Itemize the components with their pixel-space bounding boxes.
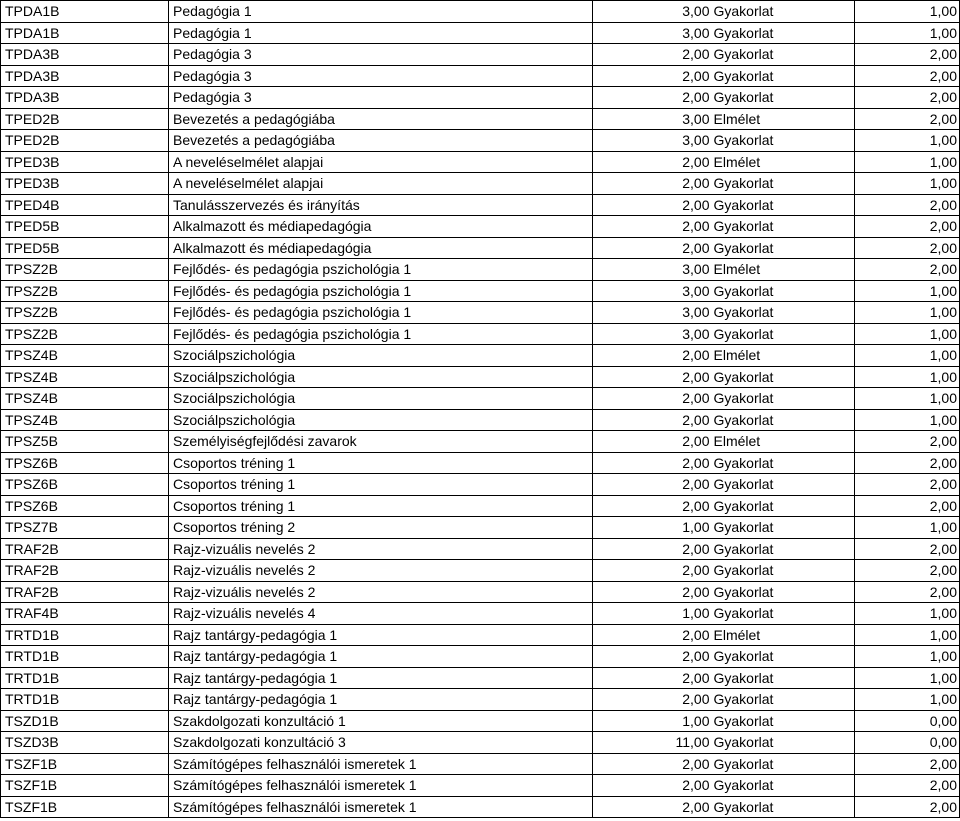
hours-cell: 2,00 — [593, 87, 712, 109]
hours-cell: 2,00 — [593, 65, 712, 87]
table-row — [1, 237, 960, 259]
hours-cell: 2,00 — [593, 495, 712, 517]
class-type-cell: Gyakorlat — [712, 495, 855, 517]
course-code-cell: TPED2B — [1, 108, 169, 130]
hours-cell: 2,00 — [593, 388, 712, 410]
course-code-cell: TPSZ2B — [1, 323, 169, 345]
course-name-cell: Szociálpszichológia — [169, 345, 593, 367]
class-type-cell: Gyakorlat — [712, 775, 855, 797]
credit-cell: 1,00 — [855, 603, 960, 625]
table-row — [1, 667, 960, 689]
credit-cell: 1,00 — [855, 409, 960, 431]
class-type-cell: Gyakorlat — [712, 538, 855, 560]
credit-cell: 2,00 — [855, 237, 960, 259]
class-type-cell: Gyakorlat — [712, 130, 855, 152]
course-name-cell: Rajz-vizuális nevelés 2 — [169, 538, 593, 560]
class-type-cell: Gyakorlat — [712, 603, 855, 625]
course-code-cell: TPED3B — [1, 173, 169, 195]
table-row — [1, 22, 960, 44]
course-name-cell: A neveléselmélet alapjai — [169, 151, 593, 173]
class-type-cell: Elmélet — [712, 151, 855, 173]
class-type-cell: Gyakorlat — [712, 388, 855, 410]
hours-cell: 2,00 — [593, 753, 712, 775]
credit-cell: 1,00 — [855, 22, 960, 44]
table-row — [1, 753, 960, 775]
course-name-cell: Rajz-vizuális nevelés 2 — [169, 581, 593, 603]
course-name-cell: Alkalmazott és médiapedagógia — [169, 237, 593, 259]
course-code-cell: TPSZ6B — [1, 495, 169, 517]
course-code-cell: TRTD1B — [1, 624, 169, 646]
hours-cell: 2,00 — [593, 452, 712, 474]
class-type-cell: Gyakorlat — [712, 452, 855, 474]
table-row — [1, 452, 960, 474]
course-code-cell: TPSZ4B — [1, 345, 169, 367]
class-type-cell: Gyakorlat — [712, 366, 855, 388]
class-type-cell: Gyakorlat — [712, 517, 855, 539]
course-name-cell: Szakdolgozati konzultáció 3 — [169, 732, 593, 754]
credit-cell: 0,00 — [855, 710, 960, 732]
credit-cell: 1,00 — [855, 323, 960, 345]
course-name-cell: Szociálpszichológia — [169, 409, 593, 431]
table-row — [1, 710, 960, 732]
course-name-cell: Bevezetés a pedagógiába — [169, 130, 593, 152]
credit-cell: 1,00 — [855, 345, 960, 367]
hours-cell: 1,00 — [593, 603, 712, 625]
class-type-cell: Gyakorlat — [712, 667, 855, 689]
course-code-cell: TPED3B — [1, 151, 169, 173]
hours-cell: 2,00 — [593, 581, 712, 603]
credit-cell: 2,00 — [855, 44, 960, 66]
table-row — [1, 151, 960, 173]
class-type-cell: Gyakorlat — [712, 646, 855, 668]
table-row — [1, 194, 960, 216]
table-row — [1, 65, 960, 87]
hours-cell: 2,00 — [593, 44, 712, 66]
hours-cell: 2,00 — [593, 366, 712, 388]
credit-cell: 0,00 — [855, 732, 960, 754]
hours-cell: 3,00 — [593, 302, 712, 324]
hours-cell: 2,00 — [593, 624, 712, 646]
hours-cell: 2,00 — [593, 345, 712, 367]
credit-cell: 2,00 — [855, 431, 960, 453]
course-code-cell: TPSZ7B — [1, 517, 169, 539]
class-type-cell: Gyakorlat — [712, 474, 855, 496]
credit-cell: 2,00 — [855, 753, 960, 775]
class-type-cell: Gyakorlat — [712, 710, 855, 732]
course-name-cell: Rajz tantárgy-pedagógia 1 — [169, 689, 593, 711]
credit-cell: 2,00 — [855, 452, 960, 474]
course-code-cell: TPSZ5B — [1, 431, 169, 453]
course-name-cell: Pedagógia 1 — [169, 22, 593, 44]
credit-cell: 1,00 — [855, 302, 960, 324]
course-name-cell: Fejlődés- és pedagógia pszichológia 1 — [169, 302, 593, 324]
table-row — [1, 431, 960, 453]
course-name-cell: Szociálpszichológia — [169, 388, 593, 410]
table-row — [1, 495, 960, 517]
course-name-cell: Rajz-vizuális nevelés 4 — [169, 603, 593, 625]
class-type-cell: Elmélet — [712, 345, 855, 367]
credit-cell: 1,00 — [855, 689, 960, 711]
hours-cell: 2,00 — [593, 237, 712, 259]
credit-cell: 1,00 — [855, 667, 960, 689]
class-type-cell: Elmélet — [712, 259, 855, 281]
credit-cell: 2,00 — [855, 538, 960, 560]
credit-cell: 1,00 — [855, 366, 960, 388]
course-name-cell: Számítógépes felhasználói ismeretek 1 — [169, 753, 593, 775]
course-code-cell: TRAF2B — [1, 560, 169, 582]
table-row — [1, 87, 960, 109]
table-row — [1, 130, 960, 152]
course-name-cell: Alkalmazott és médiapedagógia — [169, 216, 593, 238]
credit-cell: 1,00 — [855, 173, 960, 195]
class-type-cell: Gyakorlat — [712, 796, 855, 818]
course-name-cell: A neveléselmélet alapjai — [169, 173, 593, 195]
credit-cell: 1,00 — [855, 280, 960, 302]
table-row — [1, 689, 960, 711]
credit-cell: 2,00 — [855, 87, 960, 109]
table-row — [1, 345, 960, 367]
class-type-cell: Gyakorlat — [712, 1, 855, 23]
credit-cell: 2,00 — [855, 474, 960, 496]
hours-cell: 1,00 — [593, 710, 712, 732]
course-code-cell: TRAF2B — [1, 581, 169, 603]
course-name-cell: Rajz tantárgy-pedagógia 1 — [169, 624, 593, 646]
course-code-cell: TPDA3B — [1, 44, 169, 66]
hours-cell: 3,00 — [593, 280, 712, 302]
class-type-cell: Elmélet — [712, 431, 855, 453]
hours-cell: 2,00 — [593, 538, 712, 560]
course-name-cell: Szakdolgozati konzultáció 1 — [169, 710, 593, 732]
course-name-cell: Számítógépes felhasználói ismeretek 1 — [169, 796, 593, 818]
table-row — [1, 1, 960, 23]
course-name-cell: Bevezetés a pedagógiába — [169, 108, 593, 130]
class-type-cell: Gyakorlat — [712, 689, 855, 711]
hours-cell: 1,00 — [593, 517, 712, 539]
hours-cell: 3,00 — [593, 1, 712, 23]
course-code-cell: TSZF1B — [1, 753, 169, 775]
hours-cell: 2,00 — [593, 667, 712, 689]
course-code-cell: TPSZ4B — [1, 409, 169, 431]
course-name-cell: Pedagógia 3 — [169, 65, 593, 87]
class-type-cell: Gyakorlat — [712, 87, 855, 109]
hours-cell: 3,00 — [593, 323, 712, 345]
course-name-cell: Fejlődés- és pedagógia pszichológia 1 — [169, 259, 593, 281]
class-type-cell: Gyakorlat — [712, 280, 855, 302]
class-type-cell: Gyakorlat — [712, 22, 855, 44]
course-name-cell: Számítógépes felhasználói ismeretek 1 — [169, 775, 593, 797]
credit-cell: 1,00 — [855, 646, 960, 668]
course-code-cell: TPED4B — [1, 194, 169, 216]
course-code-cell: TRTD1B — [1, 646, 169, 668]
course-name-cell: Csoportos tréning 1 — [169, 474, 593, 496]
credit-cell: 1,00 — [855, 151, 960, 173]
course-name-cell: Fejlődés- és pedagógia pszichológia 1 — [169, 280, 593, 302]
course-name-cell: Személyiségfejlődési zavarok — [169, 431, 593, 453]
table-row — [1, 775, 960, 797]
class-type-cell: Elmélet — [712, 624, 855, 646]
credit-cell: 2,00 — [855, 259, 960, 281]
credit-cell: 2,00 — [855, 796, 960, 818]
table-row — [1, 646, 960, 668]
course-name-cell: Csoportos tréning 1 — [169, 452, 593, 474]
hours-cell: 2,00 — [593, 173, 712, 195]
hours-cell: 11,00 — [593, 732, 712, 754]
table-row — [1, 603, 960, 625]
table-row — [1, 366, 960, 388]
table-row — [1, 409, 960, 431]
course-code-cell: TRAF2B — [1, 538, 169, 560]
credit-cell: 2,00 — [855, 65, 960, 87]
course-code-cell: TPSZ2B — [1, 280, 169, 302]
class-type-cell: Gyakorlat — [712, 44, 855, 66]
table-row — [1, 517, 960, 539]
table-row — [1, 216, 960, 238]
course-code-cell: TRTD1B — [1, 689, 169, 711]
hours-cell: 3,00 — [593, 22, 712, 44]
table-row — [1, 259, 960, 281]
hours-cell: 3,00 — [593, 108, 712, 130]
course-code-cell: TPED5B — [1, 237, 169, 259]
course-name-cell: Pedagógia 3 — [169, 87, 593, 109]
course-name-cell: Szociálpszichológia — [169, 366, 593, 388]
table-row — [1, 474, 960, 496]
hours-cell: 2,00 — [593, 409, 712, 431]
class-type-cell: Gyakorlat — [712, 409, 855, 431]
hours-cell: 2,00 — [593, 194, 712, 216]
class-type-cell: Gyakorlat — [712, 323, 855, 345]
class-type-cell: Gyakorlat — [712, 65, 855, 87]
credit-cell: 1,00 — [855, 624, 960, 646]
course-code-cell: TPSZ2B — [1, 259, 169, 281]
course-name-cell: Pedagógia 1 — [169, 1, 593, 23]
hours-cell: 3,00 — [593, 259, 712, 281]
course-code-cell: TPED2B — [1, 130, 169, 152]
credit-cell: 2,00 — [855, 775, 960, 797]
class-type-cell: Elmélet — [712, 108, 855, 130]
table-row — [1, 280, 960, 302]
credit-cell: 1,00 — [855, 1, 960, 23]
course-code-cell: TPDA1B — [1, 1, 169, 23]
course-name-cell: Fejlődés- és pedagógia pszichológia 1 — [169, 323, 593, 345]
course-code-cell: TPDA1B — [1, 22, 169, 44]
hours-cell: 2,00 — [593, 151, 712, 173]
table-row — [1, 581, 960, 603]
class-type-cell: Gyakorlat — [712, 753, 855, 775]
table-row — [1, 538, 960, 560]
course-code-cell: TSZF1B — [1, 796, 169, 818]
table-row — [1, 173, 960, 195]
course-code-cell: TSZD3B — [1, 732, 169, 754]
table-row — [1, 302, 960, 324]
course-code-cell: TRTD1B — [1, 667, 169, 689]
class-type-cell: Gyakorlat — [712, 237, 855, 259]
credit-cell: 2,00 — [855, 495, 960, 517]
course-name-cell: Pedagógia 3 — [169, 44, 593, 66]
hours-cell: 3,00 — [593, 130, 712, 152]
hours-cell: 2,00 — [593, 646, 712, 668]
table-row — [1, 732, 960, 754]
hours-cell: 2,00 — [593, 431, 712, 453]
class-type-cell: Gyakorlat — [712, 216, 855, 238]
table-row — [1, 560, 960, 582]
course-name-cell: Tanulásszervezés és irányítás — [169, 194, 593, 216]
course-code-cell: TPSZ4B — [1, 388, 169, 410]
class-type-cell: Gyakorlat — [712, 732, 855, 754]
course-name-cell: Csoportos tréning 1 — [169, 495, 593, 517]
class-type-cell: Gyakorlat — [712, 194, 855, 216]
table-row — [1, 796, 960, 818]
table-row — [1, 108, 960, 130]
course-code-cell: TPDA3B — [1, 87, 169, 109]
hours-cell: 2,00 — [593, 775, 712, 797]
class-type-cell: Gyakorlat — [712, 560, 855, 582]
hours-cell: 2,00 — [593, 796, 712, 818]
hours-cell: 2,00 — [593, 474, 712, 496]
table-row — [1, 323, 960, 345]
course-code-cell: TPSZ6B — [1, 474, 169, 496]
course-name-cell: Rajz tantárgy-pedagógia 1 — [169, 646, 593, 668]
hours-cell: 2,00 — [593, 560, 712, 582]
course-table-body — [1, 1, 960, 818]
course-code-cell: TSZF1B — [1, 775, 169, 797]
class-type-cell: Gyakorlat — [712, 581, 855, 603]
course-code-cell: TPSZ4B — [1, 366, 169, 388]
credit-cell: 2,00 — [855, 581, 960, 603]
table-row — [1, 624, 960, 646]
course-name-cell: Csoportos tréning 2 — [169, 517, 593, 539]
course-name-cell: Rajz tantárgy-pedagógia 1 — [169, 667, 593, 689]
course-code-cell: TPDA3B — [1, 65, 169, 87]
course-code-cell: TSZD1B — [1, 710, 169, 732]
course-name-cell: Rajz-vizuális nevelés 2 — [169, 560, 593, 582]
course-code-cell: TPED5B — [1, 216, 169, 238]
class-type-cell: Gyakorlat — [712, 173, 855, 195]
course-code-cell: TPSZ2B — [1, 302, 169, 324]
hours-cell: 2,00 — [593, 689, 712, 711]
credit-cell: 1,00 — [855, 388, 960, 410]
course-code-cell: TRAF4B — [1, 603, 169, 625]
credit-cell: 2,00 — [855, 194, 960, 216]
hours-cell: 2,00 — [593, 216, 712, 238]
credit-cell: 2,00 — [855, 560, 960, 582]
table-row — [1, 44, 960, 66]
credit-cell: 2,00 — [855, 108, 960, 130]
table-row — [1, 388, 960, 410]
class-type-cell: Gyakorlat — [712, 302, 855, 324]
course-code-cell: TPSZ6B — [1, 452, 169, 474]
credit-cell: 1,00 — [855, 517, 960, 539]
credit-cell: 1,00 — [855, 130, 960, 152]
credit-cell: 2,00 — [855, 216, 960, 238]
